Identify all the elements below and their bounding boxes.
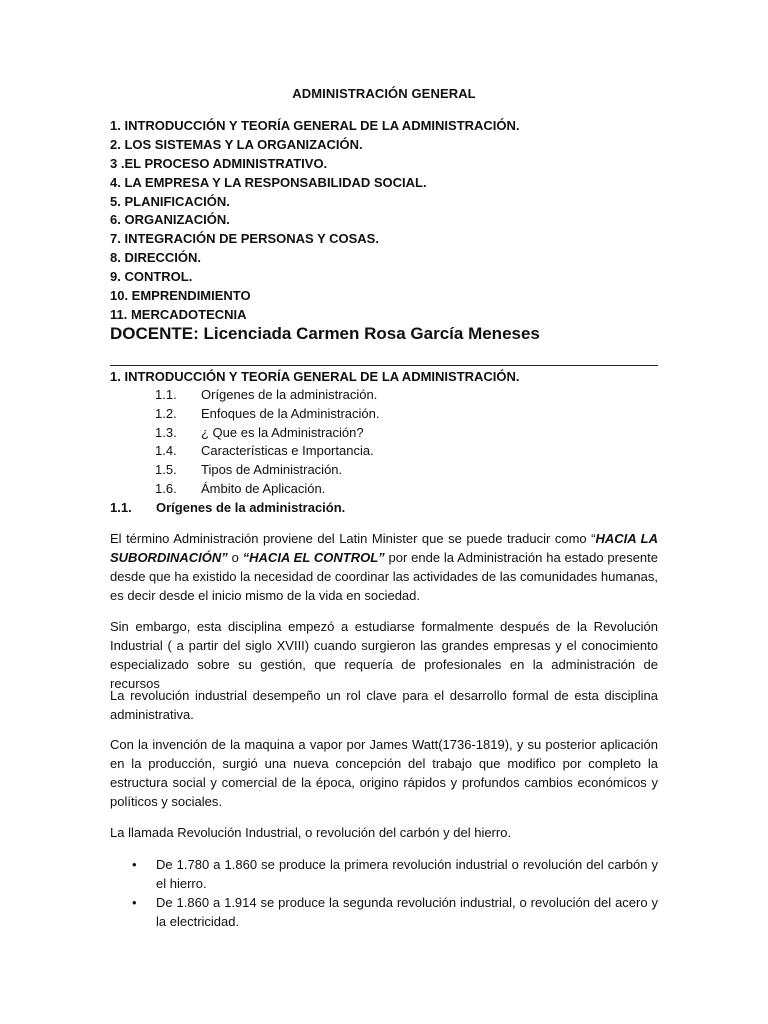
subsection-heading-number: 1.1.: [110, 500, 132, 515]
toc-item: 1. INTRODUCCIÓN Y TEORÍA GENERAL DE LA ADMINISTRACIÓN.: [110, 118, 520, 133]
subsection-label: Enfoques de la Administración.: [201, 405, 380, 421]
subsection-number: 1.1.: [155, 387, 177, 402]
subsection-number: 1.4.: [155, 443, 177, 459]
toc-item: 2. LOS SISTEMAS Y LA ORGANIZACIÓN.: [110, 136, 363, 152]
toc-item: 7. INTEGRACIÓN DE PERSONAS Y COSAS.: [110, 231, 379, 247]
toc-item: 11. MERCADOTECNIA: [110, 306, 247, 322]
subsection-heading: [110, 499, 345, 517]
table-of-contents: [110, 117, 670, 325]
paragraph-revolution: La llamada Revolución Industrial, o revolución del carbón y del hierro.: [110, 825, 512, 840]
subsection-item: [155, 442, 635, 461]
toc-item: 6. ORGANIZACIÓN.: [110, 212, 230, 228]
subsection-number: 1.5.: [155, 462, 177, 478]
subsection-list: [155, 386, 635, 499]
toc-item: 5. PLANIFICACIÓN.: [110, 193, 230, 209]
subsection-item: [155, 480, 635, 499]
paragraph-industrial: Sin embargo, esta disciplina empezó a estudiarse formalmente después de la Revolución Industrial ( a partir del siglo XVIII) cuando surgieron las grandes empresas y el conocimiento especializado sobre su gestión, que requería de profesionales en la administración de recursos: [110, 619, 658, 691]
bullet-icon: •: [132, 857, 137, 872]
bullet-text: De 1.780 a 1.860 se produce la primera revolución industrial o revolución del carbón y el hierro.: [156, 857, 658, 891]
horizontal-rule: [110, 365, 658, 366]
subsection-number: 1.3.: [155, 424, 177, 440]
toc-item: 8. DIRECCIÓN.: [110, 250, 202, 266]
bullet-icon: •: [132, 895, 137, 910]
subsection-label: Características e Importancia.: [201, 443, 374, 459]
subsection-heading-label: Orígenes de la administración.: [156, 500, 346, 515]
paragraph-origin: [110, 529, 658, 605]
subsection-label: ¿ Que es la Administración?: [201, 424, 364, 440]
bullet-list: [110, 855, 658, 931]
subsection-label: Tipos de Administración.: [201, 462, 343, 478]
subsection-item: [155, 461, 635, 480]
paragraph-text: El término Administración proviene del Latin Minister que se puede traducir como “: [110, 531, 596, 546]
bullet-item: [110, 855, 658, 893]
toc-item: 3 .EL PROCESO ADMINISTRATIVO.: [110, 155, 328, 171]
emphasis-text: “HACIA EL CONTROL”: [242, 550, 385, 565]
docente-line: DOCENTE: Licenciada Carmen Rosa García Meneses: [110, 324, 540, 343]
subsection-label: Orígenes de la administración.: [201, 387, 378, 402]
paragraph-text: por ende la Administración ha estado presente desde que ha existido la necesidad de coordinar las actividades de las comunidades humanas, es decir desde el inicio mismo de la vida en sociedad.: [110, 550, 658, 603]
subsection-item: [155, 405, 635, 424]
subsection-item: [155, 424, 635, 443]
paragraph-watt: Con la invención de la maquina a vapor por James Watt(1736-1819), y su posterior aplicación en la producción, surgió una nueva concepción del trabajo que modifico por completo la estructura social y comercial de la época, origino rápidos y profundos cambios económicos y políticos y sociales.: [110, 737, 658, 809]
toc-item: 10. EMPRENDIMIENTO: [110, 288, 251, 304]
paragraph-role: La revolución industrial desempeño un rol clave para el desarrollo formal de esta disciplina administrativa.: [110, 688, 658, 722]
document-title: ADMINISTRACIÓN GENERAL: [292, 86, 476, 101]
toc-item: 4. LA EMPRESA Y LA RESPONSABILIDAD SOCIAL.: [110, 174, 427, 190]
toc-item: 9. CONTROL.: [110, 269, 193, 285]
paragraph-text: o: [227, 550, 243, 565]
bullet-item: [110, 893, 658, 931]
bullet-text: De 1.860 a 1.914 se produce la segunda revolución industrial, o revolución del acero y la electricidad.: [156, 895, 658, 929]
subsection-number: 1.6.: [155, 480, 177, 496]
subsection-number: 1.2.: [155, 405, 177, 421]
emphasis-text: HACIA LA SUBORDINACIÓN”: [110, 531, 658, 565]
section-heading: 1. INTRODUCCIÓN Y TEORÍA GENERAL DE LA ADMINISTRACIÓN.: [110, 369, 520, 384]
subsection-item: [155, 386, 635, 405]
subsection-label: Ámbito de Aplicación.: [201, 480, 326, 496]
